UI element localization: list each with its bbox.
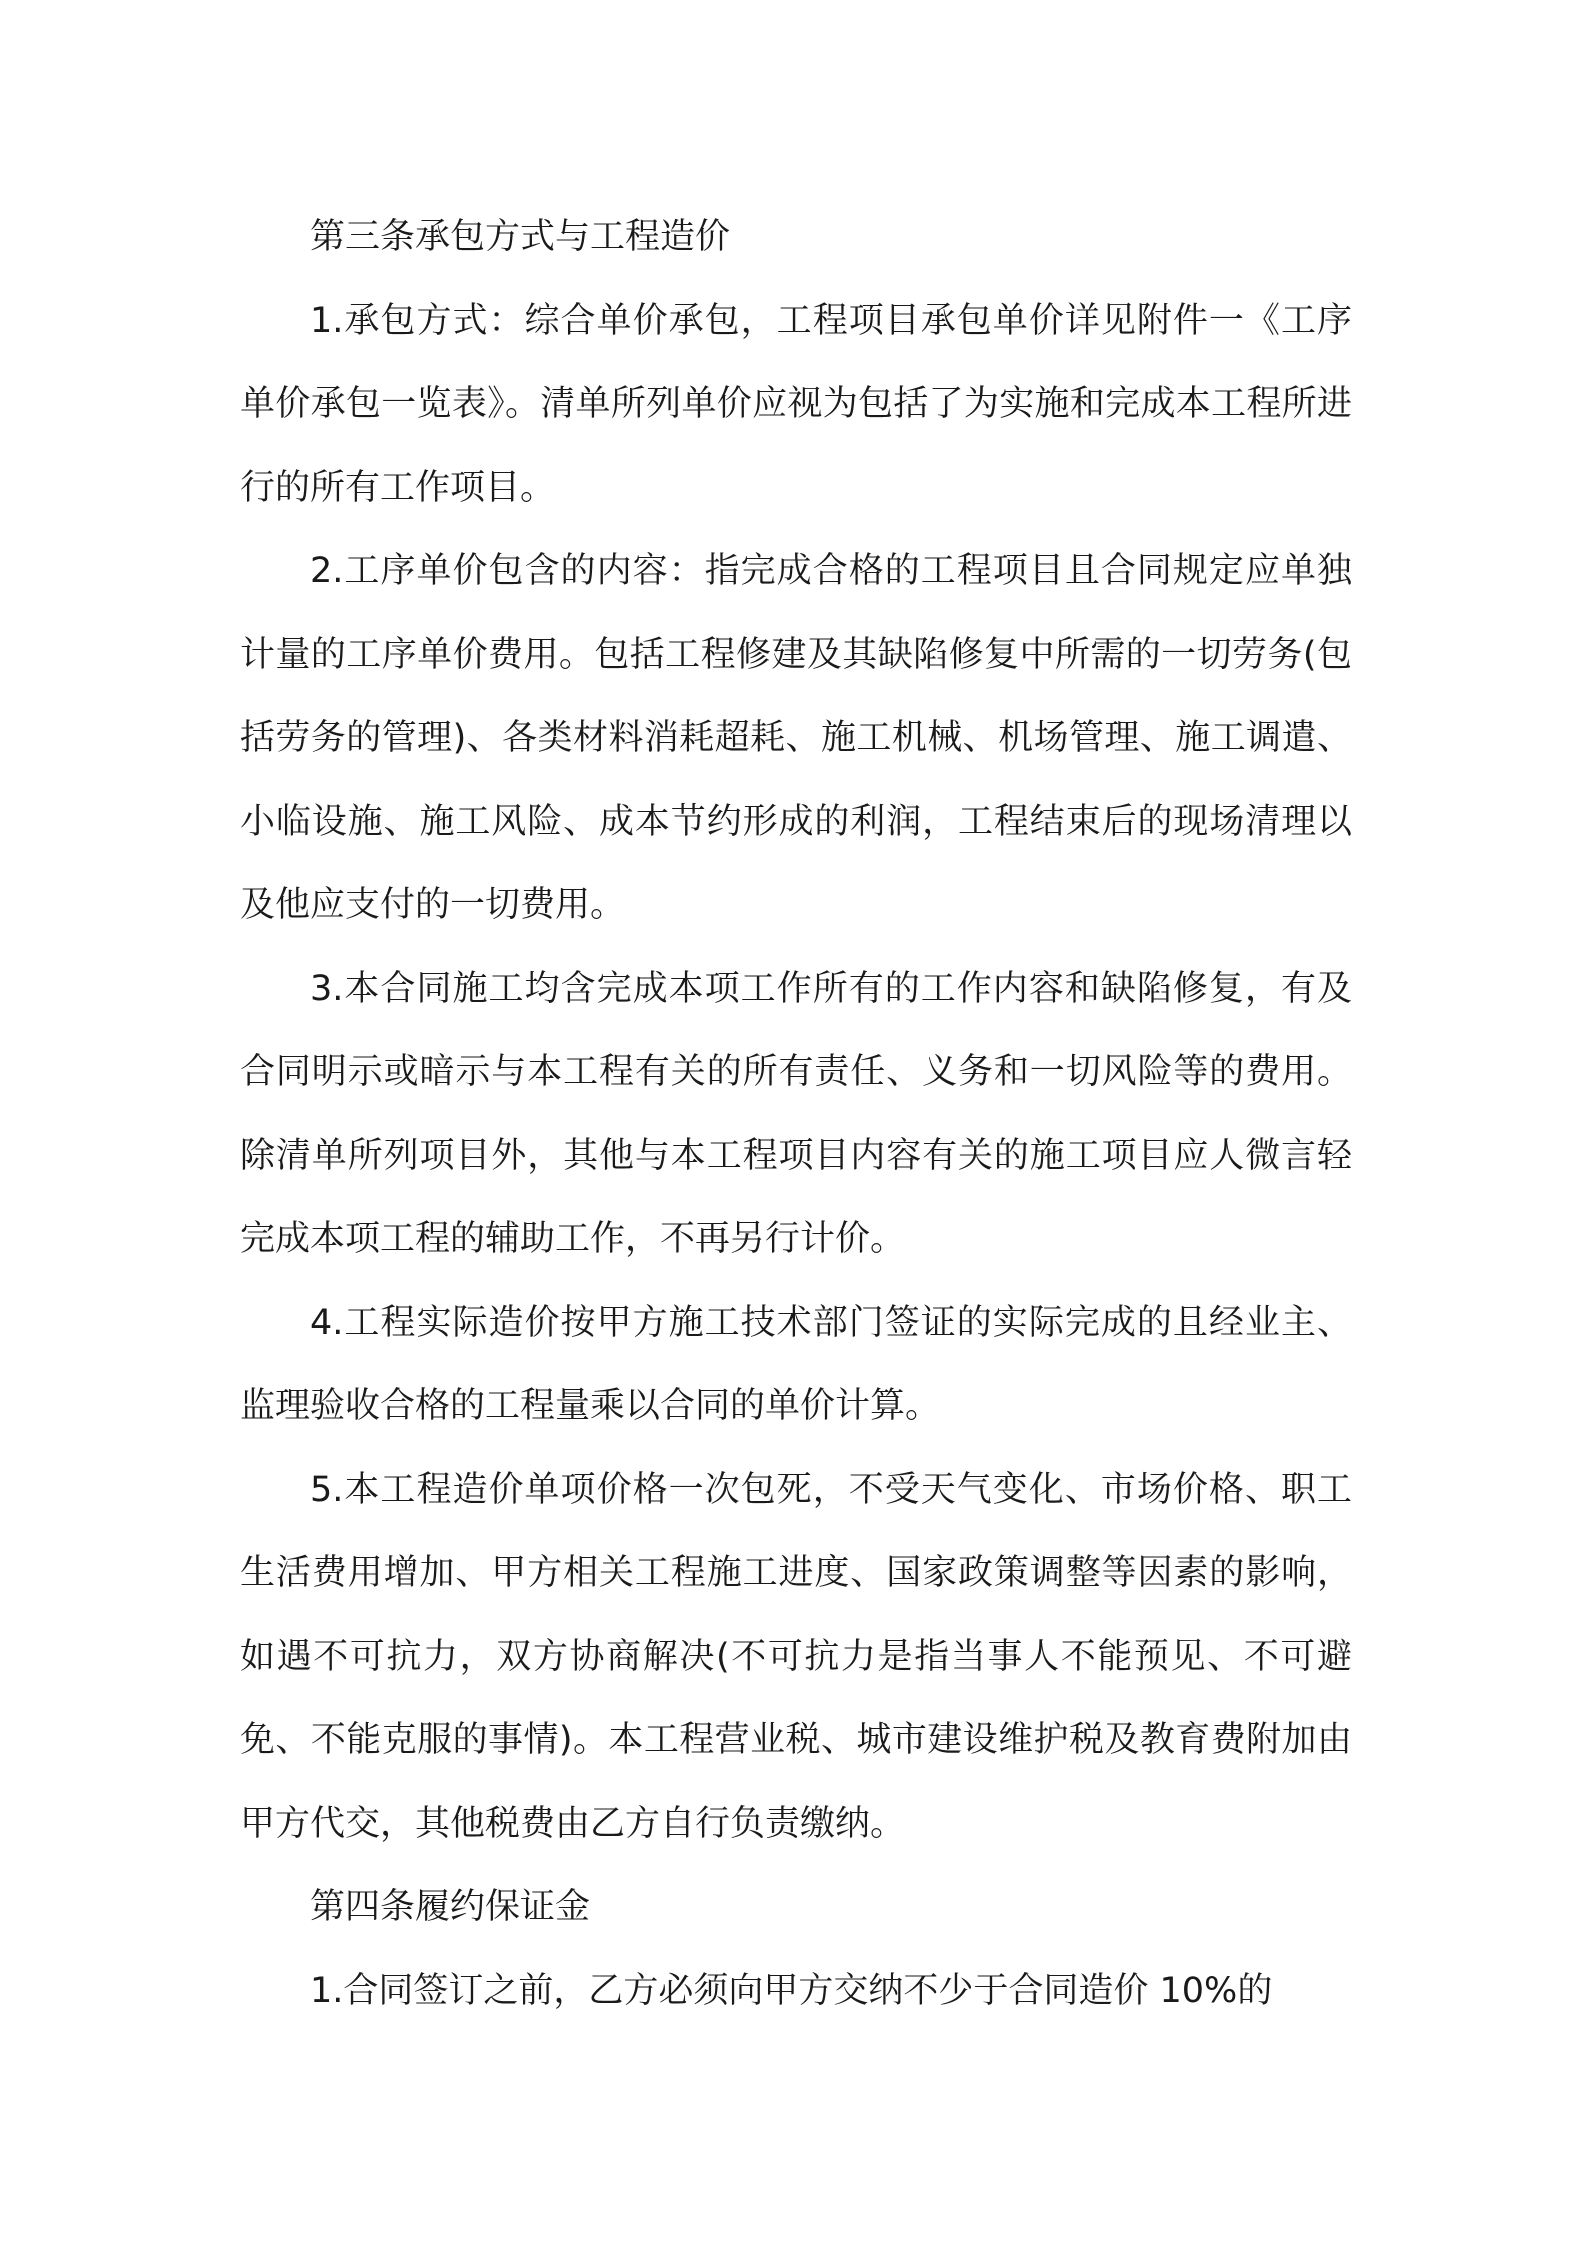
paragraph-contract-method: 1.承包方式：综合单价承包，工程项目承包单价详见附件一《工序单价承包一览表》。清单所列单价应视为包括了为实施和完成本工程所进行的所有工作项目。 bbox=[240, 300, 1352, 508]
paragraph-construction-scope: 3.本合同施工均含完成本项工作所有的工作内容和缺陷修复，有及合同明示或暗示与本工程有关的所有责任、义务和一切风险等的费用。除清单所列项目外，其他与本工程项目内容有关的施工项目应人微言轻完成本项工程的辅助工作，不再另行计价。 bbox=[240, 968, 1352, 1259]
section-heading-article-4: 第四条履约保证金 bbox=[310, 1887, 591, 1927]
paragraph-fixed-price: 5.本工程造价单项价格一次包死，不受天气变化、市场价格、职工生活费用增加、甲方相关工程施工进度、国家政策调整等因素的影响，如遇不可抗力，双方协商解决(不可抗力是指当事人不能预见、不可避免、不能克服的事情)。本工程营业税、城市建设维护税及教育费附加由甲方代交，其他税费由乙方自行负责缴纳。 bbox=[240, 1469, 1352, 1844]
section-heading-article-3: 第三条承包方式与工程造价 bbox=[310, 217, 731, 257]
paragraph-unit-price-contents: 2.工序单价包含的内容：指完成合格的工程项目且合同规定应单独计量的工序单价费用。包括工程修建及其缺陷修复中所需的一切劳务(包括劳务的管理)、各类材料消耗超耗、施工机械、机场管理、施工调遣、小临设施、施工风险、成本节约形成的利润，工程结束后的现场清理以及他应支付的一切费用。 bbox=[240, 551, 1352, 925]
paragraph-performance-bond: 1.合同签订之前，乙方必须向甲方交纳不少于合同造价 10%的 bbox=[310, 1970, 1273, 2011]
paragraph-actual-cost: 4.工程实际造价按甲方施工技术部门签证的实际完成的且经业主、监理验收合格的工程量乘以合同的单价计算。 bbox=[240, 1302, 1352, 1426]
document-body bbox=[240, 196, 1352, 2033]
